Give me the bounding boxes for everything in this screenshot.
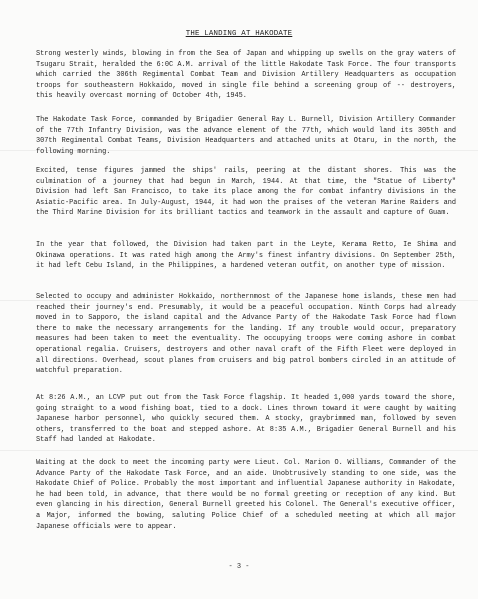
fold-line bbox=[0, 450, 478, 451]
page-number: - 3 - bbox=[228, 563, 250, 571]
paragraph-7: Waiting at the dock to meet the incoming party were Lieut. Col. Marion O. Williams, Commander of the Advance Party of the Hakodate Task Force, and an aide. Unobtrusively standing to one side, was the Hakodate Chief of Police. Probably the most important and influential Japanese authority in Hakodate, he had been told, in advance, that there would be no formal greeting or reception of any kind. But even glancing in his direction, General Burnell greeted his Colonel. The General's executive officer, a Major, informed the bowing, saluting Police Chief of a scheduled meeting at which all major Japanese officials were to appear. bbox=[36, 459, 456, 531]
paragraph-3: Excited, tense figures jammed the ships' rails, peering at the distant shores. This was the culmination of a journey that had begun in March, 1944. At that time, the "Statue of Liberty" Division had left San Francisco, to take its place among the for combat infantry divisions in the Asiatic-Pacific area. In July-August, 1944, it had won the praises of the veteran Marine Raiders and the Third Marine Division for its brilliant tactics and teamwork in the assault and capture of Guam. bbox=[36, 167, 456, 218]
paragraph-2: The Hakodate Task Force, commanded by Brigadier General Ray L. Burnell, Division Artillery Commander of the 77th Infantry Division, was the advance element of the 77th, which would land its 305th and 307th Regimental Combat Teams, Division Headquarters and attached units at Otaru, in the north, the following morning. bbox=[36, 116, 456, 156]
paragraph-6: At 8:26 A.M., an LCVP put out from the Task Force flagship. It headed 1,000 yards toward the shore, going straight to a wood fishing boat, tied to a dock. Lines thrown toward it were caught by waiting Japanese harbor personnel, who quickly secured them. A stocky, graybrimmed man, followed by seven others, transferred to the boat and stepped ashore. At 8:35 A.M., Brigadier General Burnell and his Staff had landed at Hakodate. bbox=[36, 394, 456, 445]
paragraph-5: Selected to occupy and administer Hokkaido, northernmost of the Japanese home islands, these men had reached their journey's end. Presumably, it would be a peaceful occupation. Ninth Corps had already moved in to Sapporo, the island capital and the Advance Party of the Hakodate Task Force had flown there to make the necessary arrangements for the landing. If any trouble would occur, preparatory measures had been taken to meet the eventuality. The occupying troops were coming ashore in combat operational regalia. Cruisers, destroyers and other naval craft of the Fifth Fleet were deployed in all directions. Overhead, scout planes from cruisers and big patrol bombers circled in an attitude of watchful preparation. bbox=[36, 293, 456, 376]
paragraph-1: Strong westerly winds, blowing in from the Sea of Japan and whipping up swells on the gray waters of Tsugaru Strait, heralded the 6:0C A.M. arrival of the little Hakodate Task Force. The four transports which carried the 306th Regimental Combat Team and Division Artillery Headquarters as occupation troops for southeastern Hokkaido, moved in single file behind a screening group of -- destroyers, this heavily overcast morning of October 4th, 1945. bbox=[36, 50, 456, 101]
paragraph-4: In the year that followed, the Division had taken part in the Leyte, Kerama Retto, Ie Shima and Okinawa operations. It was rated high among the Army's finest infantry divisions. On September 25th, it had left Cebu Island, in the Philippines, a hardened veteran outfit, on another type of mission. bbox=[36, 241, 456, 271]
document-title: THE LANDING AT HAKODATE bbox=[185, 30, 293, 38]
